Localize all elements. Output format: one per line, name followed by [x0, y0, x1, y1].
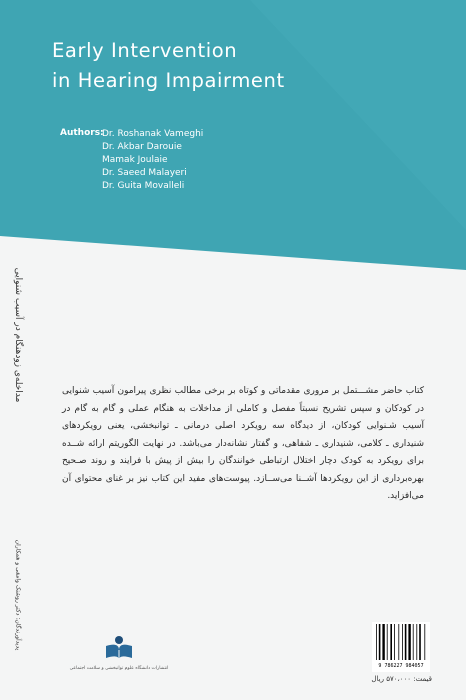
- barcode-bar: [394, 624, 395, 660]
- barcode-bar: [382, 624, 384, 660]
- barcode-bar: [398, 624, 399, 660]
- price-label: قیمت: ۵۷۰،۰۰۰ ریال: [371, 675, 432, 683]
- barcode-bar: [402, 624, 403, 660]
- author-name: Dr. Guita Movalleli: [102, 181, 185, 191]
- barcode-bar: [405, 624, 407, 660]
- spine-title: مداخله‌ی زودهنگام در آسیب شنوایی: [13, 267, 23, 403]
- isbn-number: 9 786227 984057: [378, 663, 424, 669]
- barcode-bar: [416, 624, 417, 660]
- author-name: Dr. Saeed Malayeri: [102, 168, 187, 178]
- publisher-name: انتشارات دانشگاه علوم توانبخشی و سلامت اجتماعی: [69, 666, 169, 671]
- author-name: Mamak Joulaie: [102, 155, 168, 165]
- authors-list: [102, 128, 203, 193]
- barcode-bars: [375, 624, 427, 662]
- book-title: [52, 36, 285, 96]
- barcode-bar: [379, 624, 381, 660]
- barcode-bar: [376, 624, 377, 660]
- barcode-bar: [424, 624, 425, 660]
- authors-label: Authors:: [60, 128, 104, 138]
- barcode-bar: [408, 624, 410, 660]
- barcode-bar: [413, 624, 414, 660]
- book-title-line-2: in Hearing Impairment: [52, 69, 285, 92]
- spine-text-column: [11, 267, 25, 670]
- barcode-bar: [419, 624, 421, 660]
- book-title-line-1: Early Intervention: [52, 39, 238, 62]
- author-name: Dr. Akbar Darouie: [102, 142, 182, 152]
- author-name: Dr. Roshanak Vameghi: [102, 129, 204, 139]
- book-reader-logo-icon: [104, 634, 134, 662]
- spine-authors: پدیدآورندگان: دکتر روشنک وامقی و همکاران: [14, 539, 22, 651]
- book-description: کتاب حاضر مشـــتمل بر مروری مقدماتی و کوتاه بر برخی مطالب نظری پیرامون آسیب شنوایی در کودکان و سپس تشریح نسبتاً مفصل و کاملی از مداخلات به هنگام عملی و گام به گام در آسیب شـنوایی کودکان، از دیدگاه سه رویکرد اصلی درمانی ـ توانبخشی، یعنی رویکردهای شنیداری ـ کلامی، شنیداری ـ شفاهی، و گفتار نشانه‌دار می‌باشد. در نهایت الگوریتم ارائه شــده برای رویکرد به کودک دچار اختلال ارتباطی خوانندگان را بیش از پیش با فرایند و روند صـحیح بهره‌برداری از این رویکردها آشــنا می‌ســازد. پیوست‌های مفید این کتاب نیز بر غنای محتوای آن می‌افزاید.: [62, 386, 424, 501]
- barcode-bar: [387, 624, 388, 660]
- barcode-bar: [390, 624, 392, 660]
- barcode: [372, 622, 430, 672]
